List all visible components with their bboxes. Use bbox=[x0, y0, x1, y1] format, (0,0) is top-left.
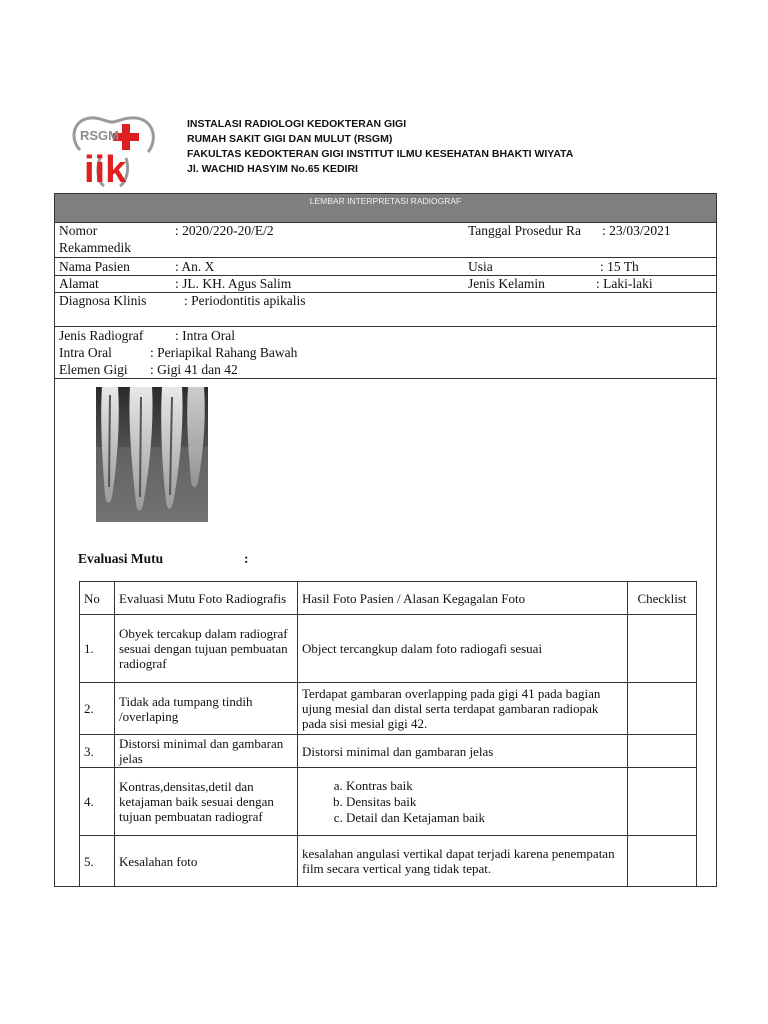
elemen-gigi-value: : Gigi 41 dan 42 bbox=[150, 362, 238, 377]
table-row bbox=[80, 735, 697, 768]
row-hasil-list bbox=[298, 768, 628, 836]
row-divider bbox=[54, 326, 717, 327]
header-hasil: Hasil Foto Pasien / Alasan Kegagalan Foto bbox=[298, 582, 628, 615]
row-no: 2. bbox=[80, 683, 115, 735]
nomor-label-2: Rekammedik bbox=[59, 240, 131, 255]
evaluasi-mutu-table bbox=[79, 581, 697, 887]
intra-oral-value: : Periapikal Rahang Bawah bbox=[150, 345, 298, 360]
jenis-radiograf-value: : Intra Oral bbox=[175, 328, 235, 343]
row-divider bbox=[54, 292, 717, 293]
list-item: b. Densitas baik bbox=[346, 794, 623, 810]
rsgm-iik-logo bbox=[66, 110, 178, 192]
table-row bbox=[80, 615, 697, 683]
table-row bbox=[80, 683, 697, 735]
alamat-value: : JL. KH. Agus Salim bbox=[175, 276, 292, 291]
row-no: 1. bbox=[80, 615, 115, 683]
header-no: No bbox=[80, 582, 115, 615]
nama-value: : An. X bbox=[175, 259, 215, 274]
header-line-2: RUMAH SAKIT GIGI DAN MULUT (RSGM) bbox=[187, 133, 393, 145]
elemen-gigi-label: Elemen Gigi bbox=[59, 362, 128, 377]
header-checklist: Checklist bbox=[628, 582, 697, 615]
header-line-1: INSTALASI RADIOLOGI KEDOKTERAN GIGI bbox=[187, 118, 407, 130]
row-hasil: Object tercangkup dalam foto radiogafi sesuai bbox=[298, 615, 628, 683]
periapical-radiograph-image bbox=[96, 387, 208, 522]
header-evaluasi: Evaluasi Mutu Foto Radiografis bbox=[115, 582, 298, 615]
evaluasi-mutu-colon: : bbox=[244, 551, 249, 566]
row-no: 3. bbox=[80, 735, 115, 768]
table-header-row bbox=[80, 582, 697, 615]
list-item: a. Kontras baik bbox=[346, 778, 623, 794]
usia-value: : 15 Th bbox=[600, 259, 639, 274]
jenis-radiograf-label: Jenis Radiograf bbox=[59, 328, 144, 343]
row-no: 4. bbox=[80, 768, 115, 836]
table-row bbox=[80, 836, 697, 887]
row-checklist[interactable] bbox=[628, 615, 697, 683]
nama-label: Nama Pasien bbox=[59, 259, 130, 274]
intra-oral-label: Intra Oral bbox=[59, 345, 112, 360]
svg-text:RSGM: RSGM bbox=[80, 128, 119, 143]
row-evaluasi: Distorsi minimal dan gambaran jelas bbox=[115, 735, 298, 768]
tanggal-label: Tanggal Prosedur Ra bbox=[468, 223, 582, 238]
jenis-kelamin-label: Jenis Kelamin bbox=[468, 276, 545, 291]
usia-label: Usia bbox=[468, 259, 493, 274]
form-title-banner: LEMBAR INTERPRETASI RADIOGRAF bbox=[55, 194, 716, 222]
tanggal-value: : 23/03/2021 bbox=[602, 223, 671, 238]
row-hasil: kesalahan angulasi vertikal dapat terjadi karena penempatan film secara vertical yang tidak tepat. bbox=[298, 836, 628, 887]
row-hasil: Distorsi minimal dan gambaran jelas bbox=[298, 735, 628, 768]
row-evaluasi: Obyek tercakup dalam radiograf sesuai dengan tujuan pembuatan radiograf bbox=[115, 615, 298, 683]
table-row bbox=[80, 768, 697, 836]
alamat-label: Alamat bbox=[59, 276, 99, 291]
nomor-value: : 2020/220-20/E/2 bbox=[175, 223, 274, 238]
diagnosa-label: Diagnosa Klinis bbox=[59, 293, 147, 308]
jenis-kelamin-value: : Laki-laki bbox=[596, 276, 653, 291]
row-checklist[interactable] bbox=[628, 768, 697, 836]
row-hasil: Terdapat gambaran overlapping pada gigi 41 pada bagian ujung mesial dan distal serta terdapat gambaran radiopak pada sisi mesial gigi 42. bbox=[298, 683, 628, 735]
evaluasi-mutu-title: Evaluasi Mutu : bbox=[78, 551, 249, 566]
svg-text:iik: iik bbox=[84, 149, 127, 191]
header-line-4: Jl. WACHID HASYIM No.65 KEDIRI bbox=[187, 163, 358, 175]
row-evaluasi: Tidak ada tumpang tindih /overlaping bbox=[115, 683, 298, 735]
diagnosa-value: : Periodontitis apikalis bbox=[184, 293, 306, 308]
nomor-label: Nomor bbox=[59, 223, 98, 238]
row-checklist[interactable] bbox=[628, 735, 697, 768]
row-divider bbox=[54, 257, 717, 258]
row-checklist[interactable] bbox=[628, 683, 697, 735]
list-item: c. Detail dan Ketajaman baik bbox=[346, 810, 623, 826]
row-checklist[interactable] bbox=[628, 836, 697, 887]
row-no: 5. bbox=[80, 836, 115, 887]
row-evaluasi: Kesalahan foto bbox=[115, 836, 298, 887]
row-divider bbox=[54, 378, 717, 379]
header-line-3: FAKULTAS KEDOKTERAN GIGI INSTITUT ILMU KESEHATAN BHAKTI WIYATA bbox=[187, 148, 574, 160]
row-evaluasi: Kontras,densitas,detil dan ketajaman baik sesuai dengan tujuan pembuatan radiograf bbox=[115, 768, 298, 836]
